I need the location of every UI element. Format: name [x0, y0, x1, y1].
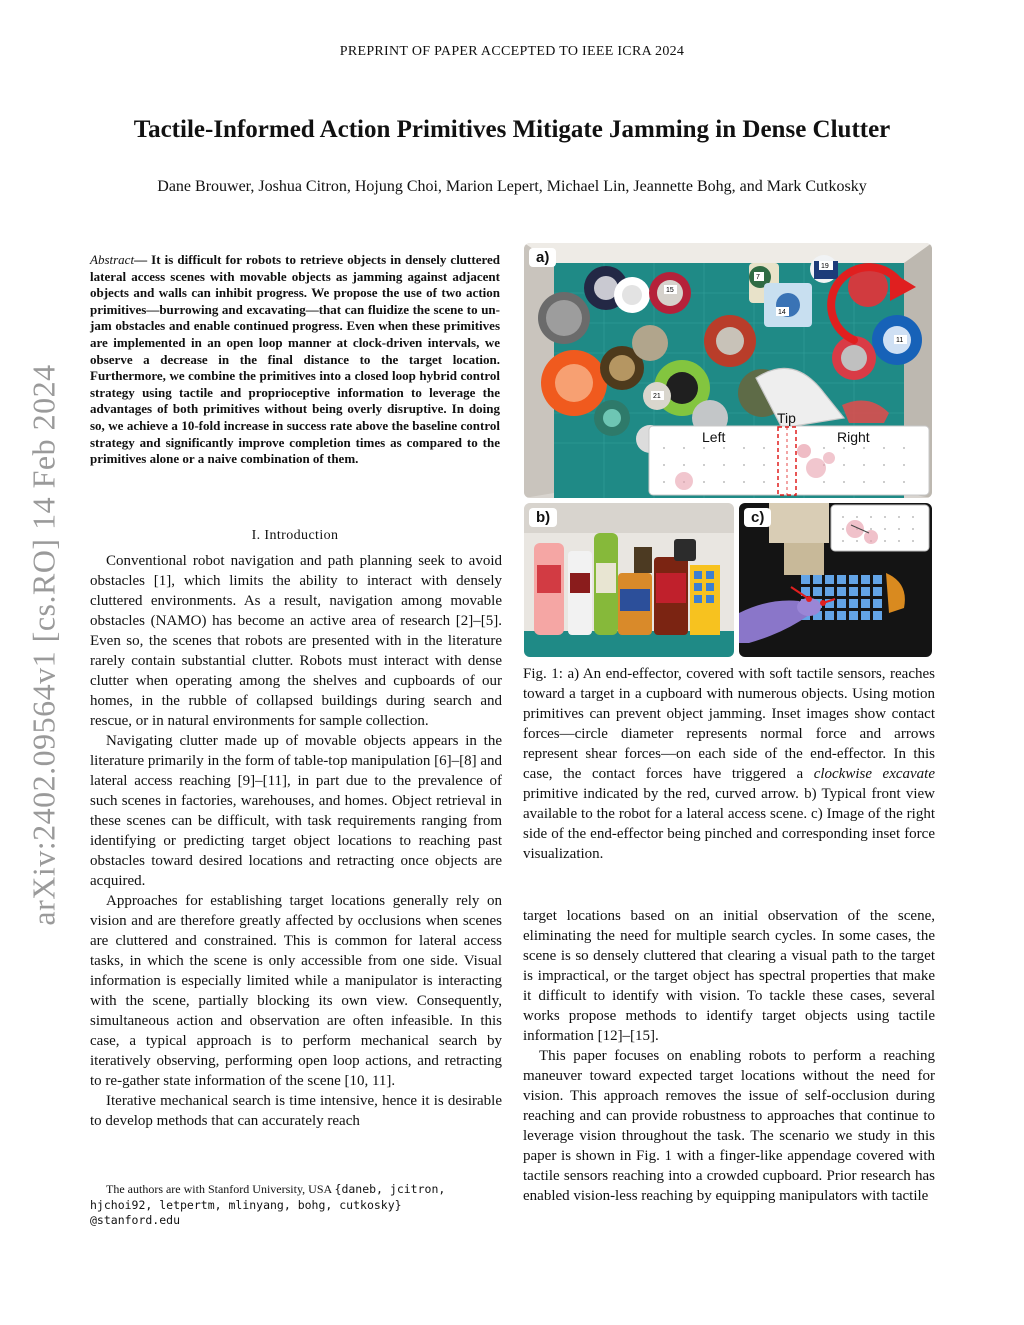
- can-label: 11: [896, 337, 904, 344]
- can-label: 21: [653, 393, 661, 400]
- intro-left-column: [90, 551, 502, 1131]
- footnote-domain: @stanford.edu: [90, 1213, 181, 1227]
- footnote-prefix: The authors are with Stanford University, USA: [106, 1182, 335, 1196]
- intro-paragraph: Approaches for establishing target locations generally rely on vision and are therefore greatly affected by occlusions when scenes are cluttered and constrained. This is common for lateral access tasks, in which the scene is only accessible from one side. Visual information is especially limited while a manipulator is interacting with the scene, partially blocking its own view. Consequently, simultaneous action and observation are often infeasible. In this case, a typical approach is to perform mechanical search by iteratively observing, performing open loop actions, and retracting to re-gather state information of the scene [10, 11].: [90, 893, 502, 1089]
- author-list: Dane Brouwer, Joshua Citron, Hojung Choi, Marion Lepert, Michael Lin, Jeannette Bohg, and Mark Cutkosky: [157, 178, 867, 195]
- paper-title: Tactile-Informed Action Primitives Mitigate Jamming in Dense Clutter: [133, 116, 891, 143]
- figure-caption: [523, 664, 935, 864]
- section-heading: I. Introduction: [251, 528, 339, 543]
- can-label: 19: [821, 263, 829, 270]
- inset-tip-label: Tip: [777, 410, 796, 426]
- panel-b-photo: [524, 503, 734, 657]
- right-paragraph: This paper focuses on enabling robots to perform a reaching maneuver toward expected target locations without the need for vision. This approach removes the issue of self-occlusion during reaching and can provide robustness to approaches that continue to leverage vision throughout the task. The scenario we study in this paper is shown in Fig. 1 with a finger-like appendage covered with tactile sensors reaching into a crowded cupboard. Prior research has enabled vision-less reaching by equipping manipulators with tactile: [523, 1048, 935, 1204]
- cupboard-scene: [524, 243, 932, 498]
- running-header: PREPRINT OF PAPER ACCEPTED TO IEEE ICRA 2024: [339, 44, 685, 59]
- intro-paragraph: Iterative mechanical search is time intensive, hence it is desirable to develop methods that can accurately reach: [90, 1093, 502, 1129]
- footnote-emails: {daneb, jcitron, hjchoi92, letpertm, mlinyang, bohg, cutkosky}: [90, 1182, 446, 1212]
- intro-paragraph: Navigating clutter made up of movable objects appears in the literature primarily in the form of table-top manipulation [6]–[8] and lateral access reaching [9]–[11], in part due to the prevalence of such scenes in factories, warehouses, and homes. Object retrieval in these scenes can be difficult, with task requirements ranging from identifying or predicting target object locations to reaching past obstacles toward desired locations and retracting once objects are acquired.: [90, 733, 502, 889]
- figure-1: [524, 243, 932, 657]
- abstract-lead: Abstract: [90, 252, 135, 267]
- caption-text: Fig. 1: a) An end-effector, covered with soft tactile sensors, reaches toward a target in a cupboard with numerous objects. Using motion primitives can prevent object jamming. Inset images show contact forces—circle diameter represents normal force and arrows represent shear forces—on each side of the end-effector. In this case, the contact forces have triggered a: [523, 666, 935, 782]
- caption-emphasis: clockwise excavate: [813, 766, 936, 782]
- intro-right-column: [523, 906, 935, 1206]
- can-label: 15: [666, 287, 674, 294]
- abstract-text: It is difficult for robots to retrieve objects in densely cluttered lateral access scenes with movable objects as jamming against adjacent objects and walls can inhibit progress. We propose the use of two action primitives—burrowing and excavating—that can fluidize the scene to un-jam obstacles and enable continued progress. Even when these primitives are implemented in an open loop manner at clock-driven intervals, we observe a decrease in the final distance to the target location. Furthermore, we combine the primitives into a closed loop hybrid control strategy using tactile and proprioceptive information to leverage the advantages of both primitives without being overly disruptive. In doing so, we achieve a 10-fold increase in success rate above the baseline control strategy and significantly improve completion times as compared to the primitives alone or a naive combination of them.: [90, 252, 500, 467]
- panel-label-b: b): [529, 508, 557, 527]
- inset-left-label: Left: [702, 429, 726, 445]
- abstract: [90, 252, 500, 468]
- right-paragraph: target locations based on an initial observation of the scene, eliminating the need for multiple search cycles. In some cases, the scene is so densely cluttered that clearing a visual path to the target is impractical, or the target object has spectral properties that make it difficult to identify with vision. To tackle these cases, several works propose methods to identify target objects using tactile information [12]–[15].: [523, 908, 935, 1044]
- intro-paragraph: Conventional robot navigation and path planning seek to avoid obstacles [1], which limits the ability to interact with densely cluttered environments. As a result, navigation among movable obstacles (NAMO) has become an active area of research [2]–[5]. Even so, the scenes that robots are presented with in the literature rarely contain substantial clutter. Robots must interact with dense clutter when operating among the shelves and cupboards of our homes, in the rubble of collapsed buildings during search and rescue, or in natural environments for sample collection.: [90, 553, 502, 729]
- abstract-dash: —: [134, 252, 152, 267]
- affiliation-footnote: [90, 1182, 502, 1229]
- panel-label-c: c): [744, 508, 771, 527]
- arxiv-watermark: arXiv:2402.09564v1 [cs.RO] 14 Feb 2024: [25, 364, 62, 926]
- caption-text-end: primitive indicated by the red, curved arrow. b) Typical front view available to the robot for a lateral access scene. c) Image of the right side of the end-effector being pinched and corresponding inset force visualization.: [523, 786, 935, 862]
- can-label: 14: [778, 309, 786, 316]
- can-label: 7: [756, 274, 760, 281]
- panel-c-photo: [739, 503, 932, 657]
- panel-a-photo: [524, 243, 932, 498]
- inset-right-label: Right: [837, 429, 870, 445]
- panel-label-a: a): [529, 248, 556, 267]
